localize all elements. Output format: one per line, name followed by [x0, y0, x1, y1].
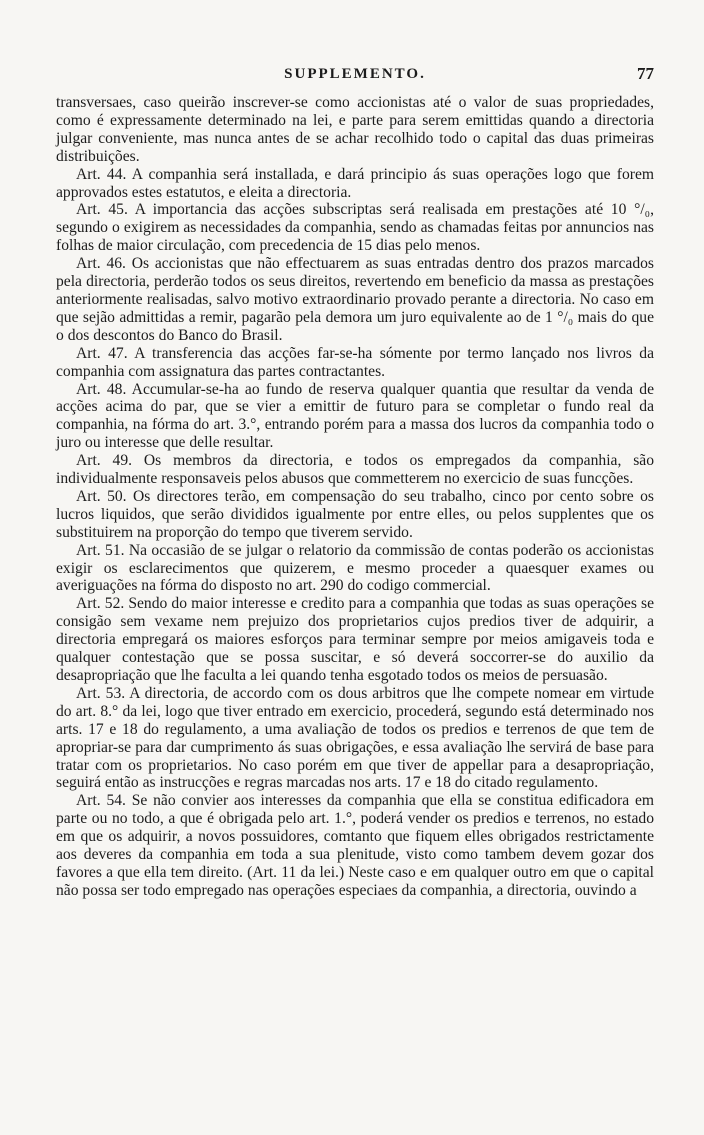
- paragraph-art-52: Art. 52. Sendo do maior interesse e credito para a companhia que todas as suas operações se consigão sem vexame nem prejuizo dos proprietarios cujos predios tiver de adquirir, a directoria empregará os maiores esforços para terminar sempre por meios amigaveis toda e qualquer contestação que se possa suscitar, e só deverá soccorrer-se do auxilio da desapropriação que lhe faculta a lei quando tenha esgotado todos os meios de persuasão.: [56, 595, 654, 684]
- paragraph-art-51: Art. 51. Na occasião de se julgar o relatorio da commissão de contas poderão os accionistas exigir os esclarecimentos que quizerem, e mesmo proceder a quaesquer exames ou averiguações na fórma do disposto no art. 290 do codigo commercial.: [56, 541, 654, 595]
- paragraph-art-49: Art. 49. Os membros da directoria, e todos os empregados da companhia, são individualmente responsaveis pelos abusos que commetterem no exercicio de suas funcções.: [56, 452, 654, 488]
- paragraph-art-47: Art. 47. A transferencia das acções far-se-ha sómente por termo lançado nos livros da companhia com assignatura das partes contractantes.: [56, 344, 654, 380]
- paragraph-art-53: Art. 53. A directoria, de accordo com os dous arbitros que lhe compete nomear em virtude do art. 8.° da lei, logo que tiver entrado em exercicio, procederá, segundo está determinado nos arts. 17 e 18 do regulamento, a uma avaliação de todos os predios e terrenos de que tem de apropriar-se para dar cumprimento ás suas obrigações, e essa avaliação lhe servirá de base para tratar com os proprietarios. No caso porém em que tiver de appellar para a desapropriação, seguirá então as instrucções e regras marcadas nos arts. 17 e 18 do citado regulamento.: [56, 684, 654, 792]
- paragraph-art-50: Art. 50. Os directores terão, em compensação do seu trabalho, cinco por cento sobre os lucros liquidos, que serão divididos igualmente por entre elles, ou pelos supplentes que os substituirem na proporção do tempo que tiverem servido.: [56, 487, 654, 541]
- paragraph-art-45: Art. 45. A importancia das acções subscriptas será realisada em prestações até 10 °/₀, segundo o exigirem as necessidades da companhia, sendo as chamadas feitas por annuncios nas folhas de maior circulação, com precedencia de 15 dias pelo menos.: [56, 201, 654, 255]
- paragraph-art-48: Art. 48. Accumular-se-ha ao fundo de reserva qualquer quantia que resultar da venda de acções acima do par, que se vier a emittir de futuro para se completar o fundo real da companhia, na fórma do art. 3.°, entrando porém para a massa dos lucros da companhia todo o juro ou interesse que delle resultar.: [56, 380, 654, 452]
- paragraph-art-54: Art. 54. Se não convier aos interesses da companhia que ella se constitua edificadora em parte ou no todo, a que é obrigada pelo art. 1.°, poderá vender os predios e terrenos, no estado em que os adquirir, a novos possuidores, comtanto que fiquem elles obrigados restrictamente aos deveres da companhia em toda a sua plenitude, visto como tambem devem gozar dos favores a que ella tem direito. (Art. 11 da lei.) Neste caso e em qualquer outro em que o capital não possa ser todo empregado nas operações especiaes da companhia, a directoria, ouvindo a: [56, 792, 654, 899]
- body-text: [56, 94, 654, 900]
- page-number: 77: [637, 64, 654, 83]
- running-title: SUPPLEMENTO.: [284, 66, 426, 82]
- page-header: [56, 66, 654, 88]
- paragraph-art-44: Art. 44. A companhia será installada, e dará principio ás suas operações logo que forem approvados estes estatutos, e eleita a directoria.: [56, 165, 654, 201]
- paragraph-continuation: transversaes, caso queirão inscrever-se como accionistas até o valor de suas propriedades, como é expressamente determinado na lei, e parte para serem emittidas quando a directoria julgar conveniente, mas nunca antes de se achar recolhido todo o capital das duas primeiras distribuições.: [56, 94, 654, 165]
- paragraph-art-46: Art. 46. Os accionistas que não effectuarem as suas entradas dentro dos prazos marcados pela directoria, perderão todos os seus direitos, revertendo em beneficio da massa as prestações anteriormente realisadas, salvo motivo extraordinario provado perante a directoria. No caso em que sejão admittidas a remir, pagarão pela demora um juro equivalente ao de 1 °/₀ mais do que o dos descontos do Banco do Brasil.: [56, 255, 654, 344]
